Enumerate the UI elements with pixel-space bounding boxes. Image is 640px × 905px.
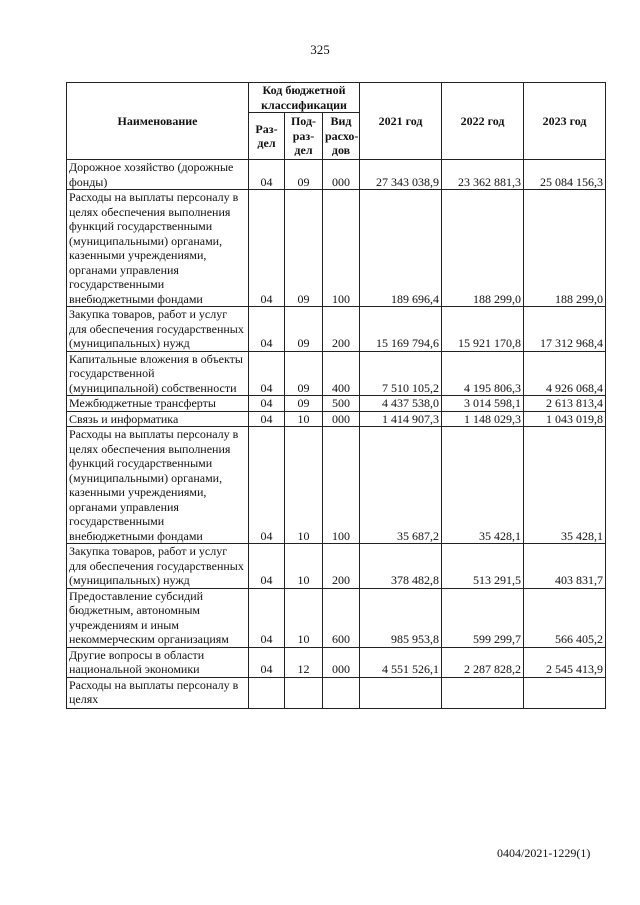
row-value-2022: 23 362 881,3 [442,160,524,190]
row-name: Закупка товаров, работ и услуг для обеспечения государственных (муниципальных) нужд [67,307,249,352]
row-expense-type [323,677,360,708]
row-subsection: 10 [285,544,323,589]
row-section: 04 [249,307,285,352]
row-value-2022: 35 428,1 [442,427,524,544]
row-value-2023: 17 312 968,4 [524,307,606,352]
table-row [67,544,606,589]
row-name: Расходы на выплаты персоналу в целях обеспечения выполнения функций государственными (муниципальными) органами, казенными учреждениями, органами управления государственными внебюджетными фондами [67,190,249,307]
row-expense-type: 400 [323,351,360,396]
row-value-2022: 188 299,0 [442,190,524,307]
row-expense-type: 000 [323,160,360,190]
table-row [67,190,606,307]
row-value-2022: 15 921 170,8 [442,307,524,352]
header-year-2021: 2021 год [360,83,442,160]
table-row [67,396,606,412]
header-subsection: Под- раз- дел [285,113,323,160]
row-section: 04 [249,160,285,190]
table-row [67,351,606,396]
row-subsection: 09 [285,160,323,190]
row-value-2023: 1 043 019,8 [524,411,606,427]
row-value-2023: 35 428,1 [524,427,606,544]
row-section: 04 [249,588,285,647]
header-name: Наименование [67,83,249,160]
row-subsection [285,677,323,708]
row-name: Предоставление субсидий бюджетным, автономным учреждениям и иным некоммерческим организациям [67,588,249,647]
row-expense-type: 200 [323,544,360,589]
row-value-2021: 4 551 526,1 [360,647,442,677]
row-expense-type: 100 [323,190,360,307]
header-year-2023: 2023 год [524,83,606,160]
row-subsection: 10 [285,411,323,427]
row-value-2023: 2 613 813,4 [524,396,606,412]
row-value-2022: 599 299,7 [442,588,524,647]
row-value-2021: 985 953,8 [360,588,442,647]
row-value-2021: 27 343 038,9 [360,160,442,190]
row-expense-type: 600 [323,588,360,647]
row-value-2023: 25 084 156,3 [524,160,606,190]
row-value-2021: 7 510 105,2 [360,351,442,396]
row-expense-type: 200 [323,307,360,352]
table-row [67,160,606,190]
row-value-2022: 2 287 828,2 [442,647,524,677]
row-expense-type: 500 [323,396,360,412]
header-expense-type: Вид расхо- дов [323,113,360,160]
row-subsection: 10 [285,427,323,544]
row-value-2021: 189 696,4 [360,190,442,307]
row-subsection: 12 [285,647,323,677]
row-name: Межбюджетные трансферты [67,396,249,412]
row-section: 04 [249,396,285,412]
document-code: 0404/2021-1229(1) [497,846,591,860]
row-value-2023: 188 299,0 [524,190,606,307]
row-value-2022 [442,677,524,708]
row-section: 04 [249,647,285,677]
row-value-2021: 1 414 907,3 [360,411,442,427]
row-section: 04 [249,427,285,544]
row-value-2021: 4 437 538,0 [360,396,442,412]
row-value-2023 [524,677,606,708]
row-value-2023: 4 926 068,4 [524,351,606,396]
row-subsection: 09 [285,190,323,307]
row-expense-type: 000 [323,411,360,427]
row-value-2022: 1 148 029,3 [442,411,524,427]
table-row [67,427,606,544]
row-name: Связь и информатика [67,411,249,427]
row-value-2022: 3 014 598,1 [442,396,524,412]
row-expense-type: 000 [323,647,360,677]
row-section: 04 [249,351,285,396]
row-subsection: 09 [285,307,323,352]
row-section: 04 [249,190,285,307]
row-name: Дорожное хозяйство (дорожные фонды) [67,160,249,190]
table-row [67,307,606,352]
row-name: Расходы на выплаты персоналу в целях обеспечения выполнения функций государственными (муниципальными) органами, казенными учреждениями, органами управления государственными внебюджетными фондами [67,427,249,544]
row-name: Расходы на выплаты персоналу в целях [67,677,249,708]
table-row [67,588,606,647]
row-subsection: 09 [285,351,323,396]
row-value-2023: 566 405,2 [524,588,606,647]
budget-table [66,82,606,709]
row-section [249,677,285,708]
row-section: 04 [249,411,285,427]
header-budget-code: Код бюджетной классификации [249,83,360,113]
table-row [67,677,606,708]
row-section: 04 [249,544,285,589]
header-year-2022: 2022 год [442,83,524,160]
page-number: 325 [310,42,330,57]
table-row [67,411,606,427]
row-value-2021: 378 482,8 [360,544,442,589]
row-name: Другие вопросы в области национальной экономики [67,647,249,677]
row-value-2022: 4 195 806,3 [442,351,524,396]
row-value-2021 [360,677,442,708]
row-value-2023: 2 545 413,9 [524,647,606,677]
row-value-2023: 403 831,7 [524,544,606,589]
row-expense-type: 100 [323,427,360,544]
row-name: Закупка товаров, работ и услуг для обеспечения государственных (муниципальных) нужд [67,544,249,589]
header-section: Раз- дел [249,113,285,160]
row-subsection: 09 [285,396,323,412]
row-value-2021: 15 169 794,6 [360,307,442,352]
row-value-2021: 35 687,2 [360,427,442,544]
row-value-2022: 513 291,5 [442,544,524,589]
table-row [67,647,606,677]
row-name: Капитальные вложения в объекты государственной (муниципальной) собственности [67,351,249,396]
row-subsection: 10 [285,588,323,647]
